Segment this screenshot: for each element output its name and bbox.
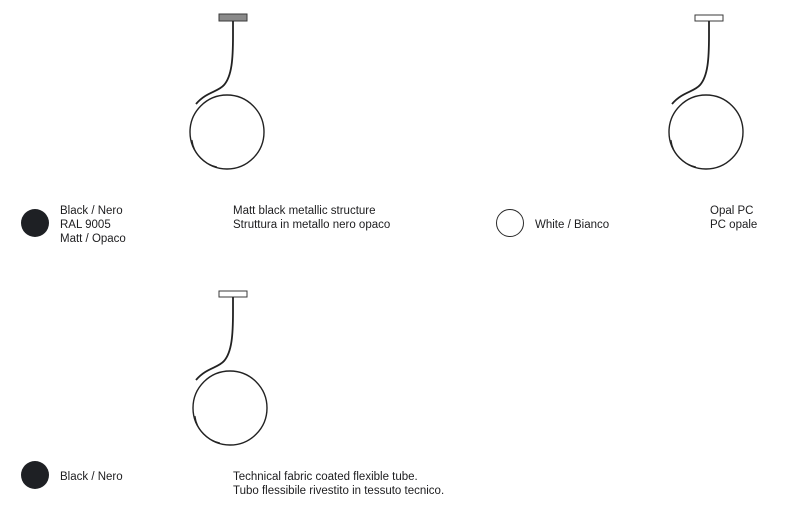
diffuser-description [710, 204, 757, 232]
pendant-lamp-drawing-icon [180, 286, 290, 451]
color-swatch-black [21, 209, 49, 237]
description-it: Struttura in metallo nero opaco [233, 219, 391, 231]
color-code: RAL 9005 [60, 219, 111, 231]
description-en: Matt black metallic structure [233, 205, 376, 217]
structure-description [233, 204, 390, 232]
color-label-block [535, 218, 609, 232]
description-it: Tubo flessibile rivestito in tessuto tecnico. [233, 485, 445, 497]
pendant-lamp-drawing-icon [655, 10, 765, 175]
color-label-block [60, 204, 126, 246]
color-swatch-white [496, 209, 524, 237]
color-name: White / Bianco [535, 219, 610, 231]
finish-label: Matt / Opaco [60, 233, 126, 245]
color-swatch-black [21, 461, 49, 489]
description-en: Technical fabric coated flexible tube. [233, 471, 418, 483]
color-label-block [60, 470, 123, 484]
description-en: Opal PC [710, 205, 754, 217]
description-it: PC opale [710, 219, 758, 231]
cable-description [233, 470, 444, 498]
pendant-lamp-drawing-icon [180, 10, 290, 175]
color-name: Black / Nero [60, 205, 123, 217]
color-name: Black / Nero [60, 471, 123, 483]
